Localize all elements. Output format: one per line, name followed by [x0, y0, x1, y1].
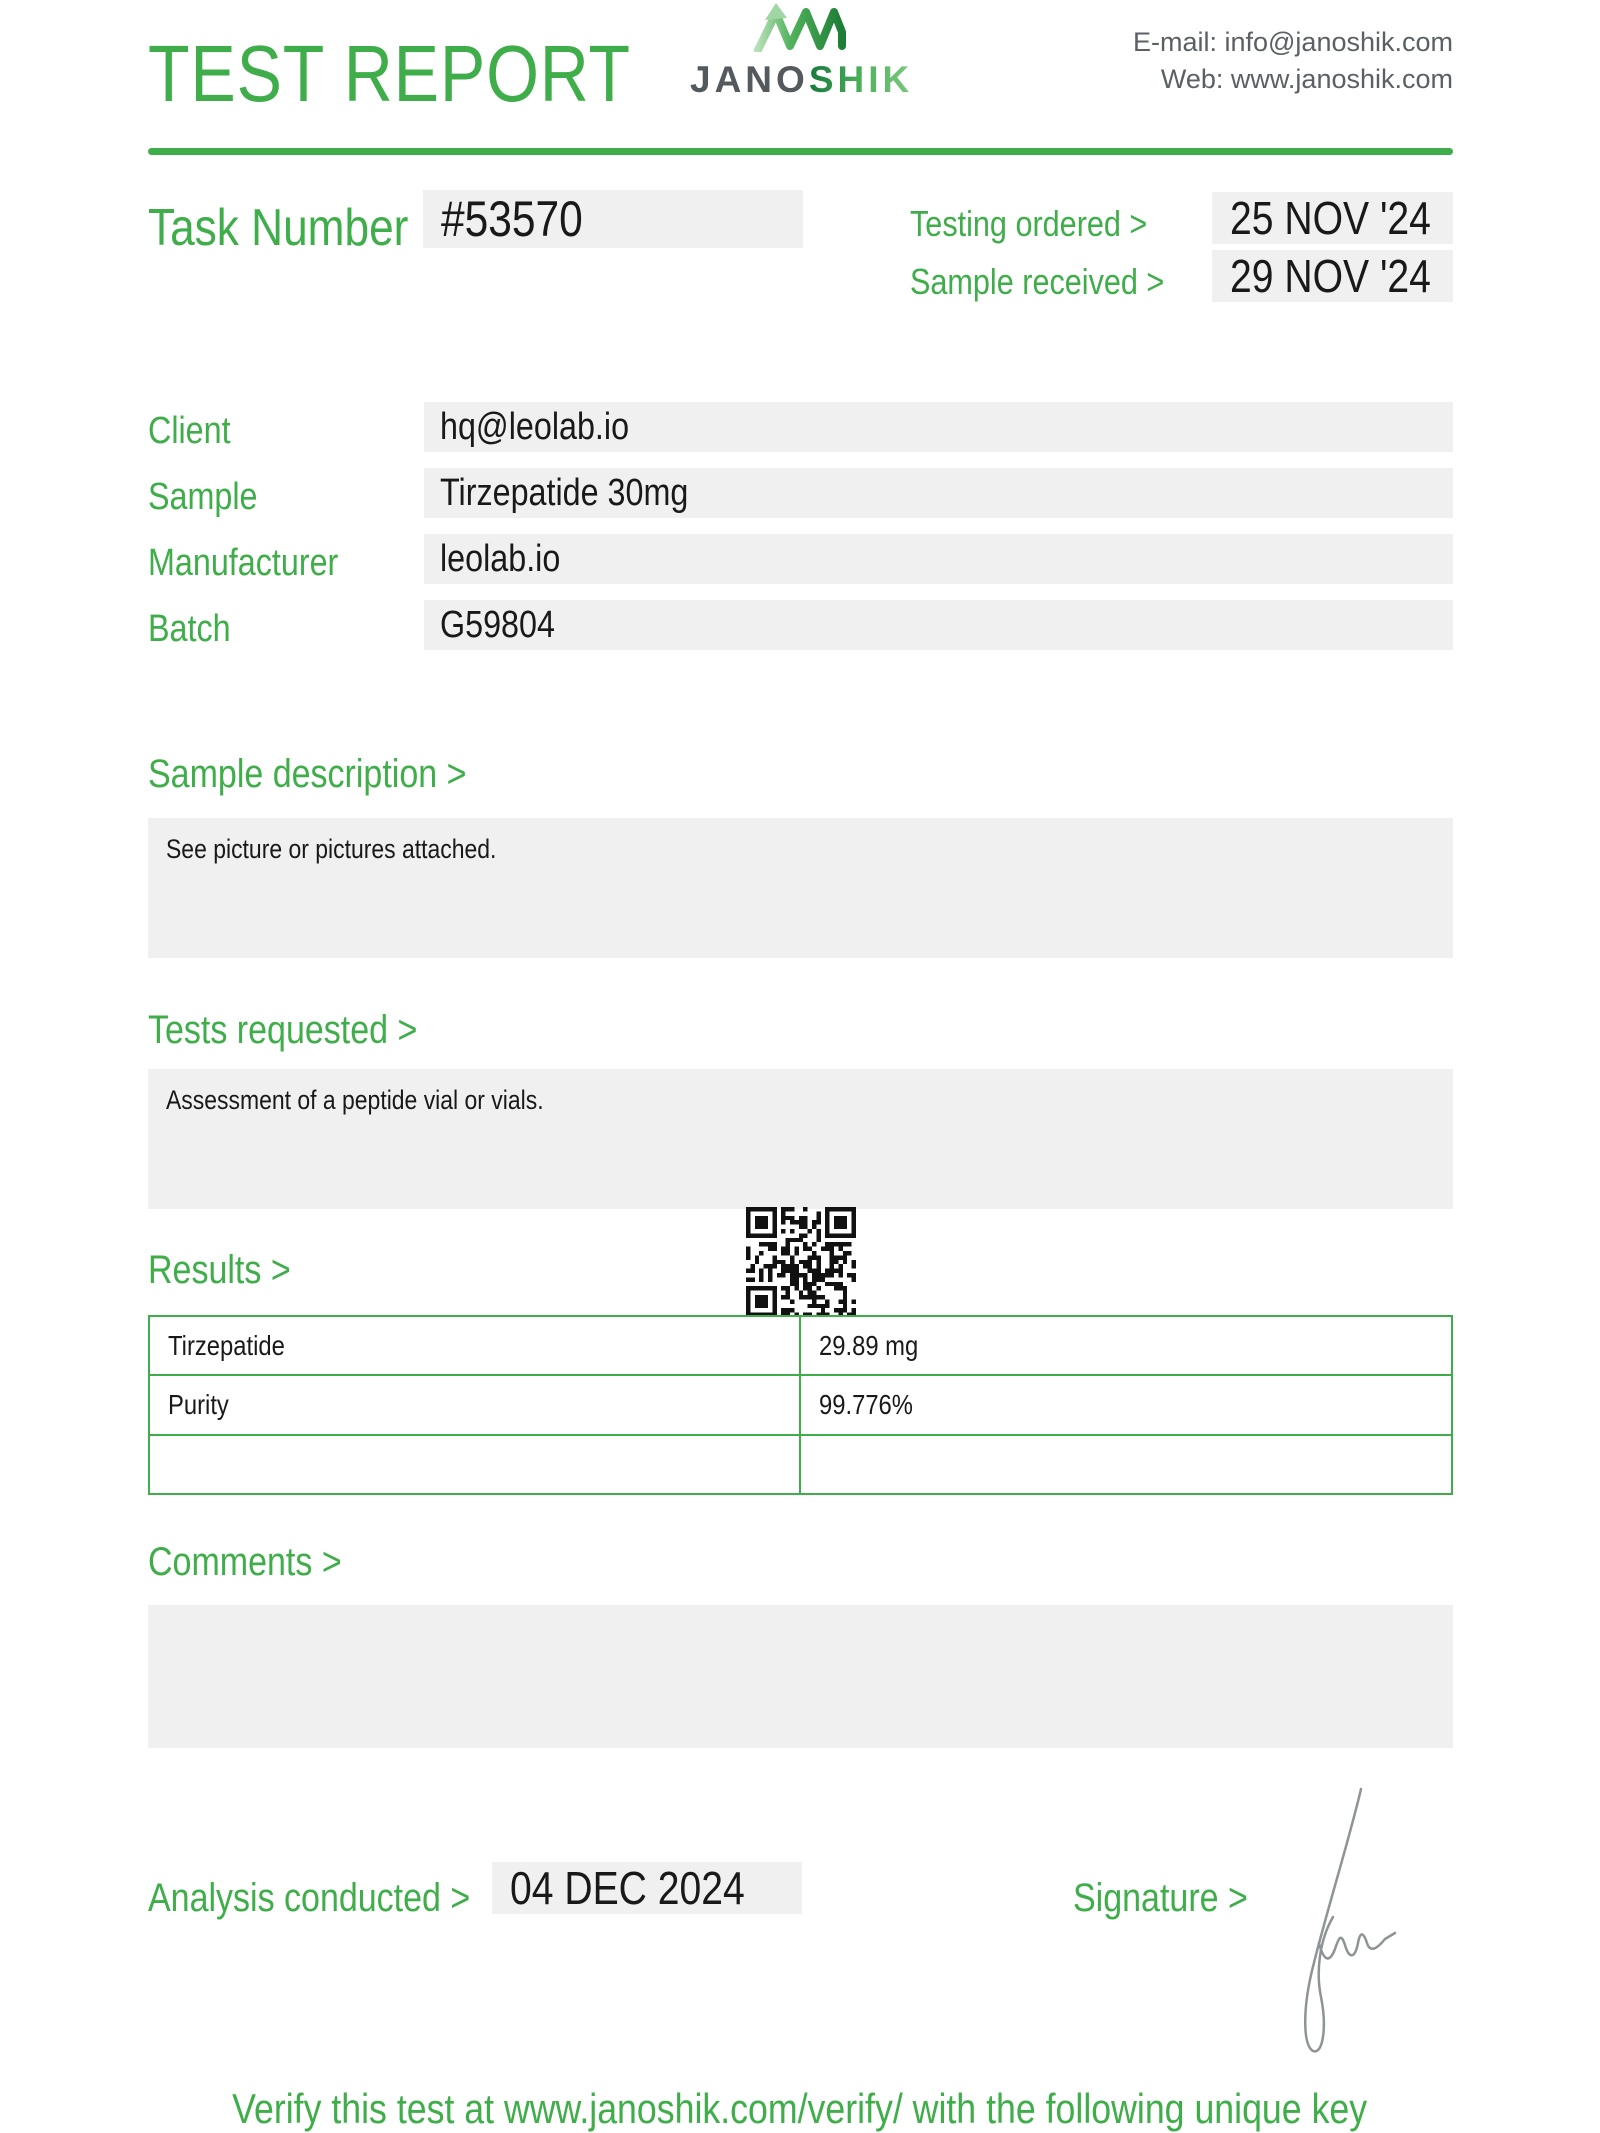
task-number-value-box [423, 190, 803, 248]
sample-value: Tirzepatide 30mg [440, 471, 689, 514]
result-value-cell: 29.89 mg [818, 1329, 918, 1361]
client-value-box [424, 402, 1453, 452]
janoshik-logo [690, 0, 914, 100]
manufacturer-label: Manufacturer [148, 542, 339, 584]
batch-value: G59804 [440, 603, 555, 646]
sample-received-label: Sample received > [910, 261, 1165, 302]
result-name-cell: Purity [150, 1376, 801, 1433]
email-label: E-mail: [1132, 27, 1217, 57]
sample-description-heading: Sample description > [148, 752, 467, 796]
batch-label: Batch [148, 608, 231, 650]
contact-email-line [1133, 24, 1453, 61]
header-divider [148, 148, 1453, 155]
sample-description-text: See picture or pictures attached. [166, 834, 497, 864]
sample-description-box [148, 818, 1453, 958]
testing-ordered-value-box [1212, 192, 1453, 244]
web-value: www.janoshik.com [1230, 64, 1453, 94]
client-value: hq@leolab.io [440, 405, 630, 448]
tests-requested-text: Assessment of a peptide vial or vials. [166, 1085, 544, 1115]
brand-jano: JANO [690, 59, 809, 100]
comments-box [148, 1605, 1453, 1748]
results-table [148, 1315, 1453, 1495]
manufacturer-value-box [424, 534, 1453, 584]
manufacturer-value: leolab.io [440, 537, 561, 580]
table-row [150, 1374, 1451, 1433]
signature-label: Signature > [1073, 1876, 1248, 1920]
batch-value-box [424, 600, 1453, 650]
table-row [150, 1317, 1451, 1374]
tests-requested-box [148, 1069, 1453, 1209]
testing-ordered-value: 25 NOV '24 [1230, 192, 1431, 244]
result-value-cell [801, 1436, 1452, 1493]
signature-image [1283, 1783, 1403, 2063]
tests-requested-heading: Tests requested > [148, 1008, 418, 1052]
testing-ordered-label: Testing ordered > [910, 203, 1148, 244]
logo-mark-icon [750, 0, 850, 52]
contact-web-line [1133, 61, 1453, 98]
client-label: Client [148, 410, 231, 452]
task-number-value: #53570 [441, 191, 583, 247]
analysis-conducted-label: Analysis conducted > [148, 1876, 471, 1920]
web-label: Web: [1160, 64, 1224, 94]
comments-heading: Comments > [148, 1540, 342, 1584]
sample-value-box [424, 468, 1453, 518]
sample-received-value-box [1212, 250, 1453, 302]
email-value: info@janoshik.com [1224, 27, 1453, 57]
result-name-cell: Tirzepatide [150, 1317, 801, 1374]
table-row [150, 1434, 1451, 1493]
results-heading: Results > [148, 1248, 291, 1292]
contact-block [1133, 24, 1453, 98]
analysis-date-value: 04 DEC 2024 [510, 1862, 745, 1914]
brand-shik: SHIK [808, 59, 914, 100]
page-title: TEST REPORT [148, 29, 631, 118]
brand-text [690, 59, 914, 100]
sample-label: Sample [148, 476, 258, 518]
result-value-cell: 99.776% [818, 1388, 913, 1420]
logo-arrowhead [765, 3, 787, 20]
sample-received-value: 29 NOV '24 [1230, 250, 1431, 302]
task-number-label: Task Number [148, 199, 409, 257]
result-name-cell [150, 1436, 801, 1493]
verify-text: Verify this test at www.janoshik.com/verify/ with the following unique key [232, 2085, 1368, 2132]
analysis-date-box [492, 1862, 802, 1914]
qr-code [746, 1207, 856, 1317]
